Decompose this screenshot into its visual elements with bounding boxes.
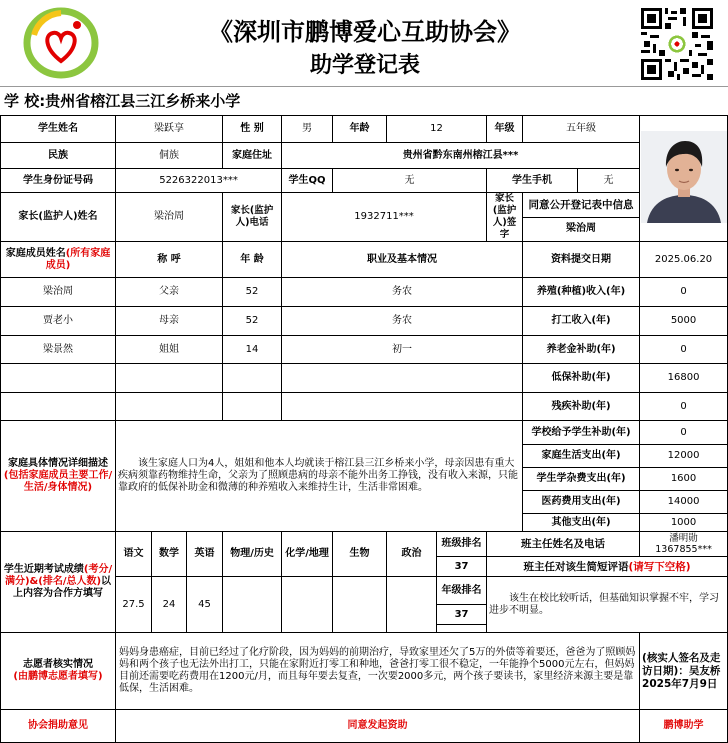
school-name: 学 校:贵州省榕江县三江乡桥来小学 bbox=[4, 92, 241, 110]
family-relation: 姐姐 bbox=[116, 336, 223, 364]
relation-header: 称 呼 bbox=[116, 242, 223, 278]
dibao-value: 16800 bbox=[640, 364, 728, 393]
living-expense-value: 12000 bbox=[640, 445, 728, 468]
family-name: 梁景然 bbox=[1, 336, 116, 364]
family-age: 52 bbox=[223, 307, 282, 336]
association-logo bbox=[20, 5, 102, 81]
volunteer-text: 妈妈身患癌症，目前已经过了化疗阶段，因为妈妈的前期治疗，导致家里还欠了5万的外债等着要还，爸爸为了照顾妈妈和两个孩子也无法外出打工，只能在家附近打零工和种地，爸爸打零工很不稳定，一年能挣个5000元左右，但妈妈目前还需要吃药费用在1200元/月，而且每年要去复查，一次要2000多元，两个孩子要读书，家里经济来源主要是靠低保，生活困难。 bbox=[116, 633, 640, 710]
family-name: 梁治周 bbox=[1, 278, 116, 307]
id-number-value: 5226322013*** bbox=[116, 169, 282, 193]
family-member-header: 家庭成员姓名(所有家庭成员) bbox=[1, 242, 116, 278]
family-name-empty bbox=[1, 364, 116, 393]
table-row bbox=[1, 336, 728, 364]
chinese-header: 语文 bbox=[116, 532, 152, 577]
pension-value: 0 bbox=[640, 336, 728, 364]
ethnicity-label: 民族 bbox=[1, 143, 116, 169]
teacher-info: 潘明勋 1367855*** bbox=[640, 532, 728, 557]
table-row bbox=[1, 307, 728, 336]
english-header: 英语 bbox=[187, 532, 223, 577]
exam-label: 学生近期考试成绩(考分/满分)&(排名/总人数)以上内容为合作方填写 bbox=[1, 532, 116, 633]
misc-fees-value: 1600 bbox=[640, 468, 728, 491]
home-address-value: 贵州省黔东南州榕江县*** bbox=[282, 143, 640, 169]
disability-value: 0 bbox=[640, 393, 728, 421]
family-occupation-empty bbox=[282, 393, 523, 421]
work-income-label: 打工收入(年) bbox=[523, 307, 640, 336]
family-age: 14 bbox=[223, 336, 282, 364]
class-rank-label: 班级排名 bbox=[437, 532, 487, 557]
guardian-phone-label: 家长(监护人)电话 bbox=[223, 193, 282, 242]
medical-label: 医药费用支出(年) bbox=[523, 491, 640, 514]
school-subsidy-label: 学校给予学生补助(年) bbox=[523, 421, 640, 445]
association-opinion: 同意发起资助 bbox=[116, 710, 640, 743]
age-label: 年龄 bbox=[333, 116, 387, 143]
visit-note: (核实人签名及走访日期)：吴友桥 2025年7月9日 bbox=[640, 633, 728, 710]
other-expense-value: 1000 bbox=[640, 514, 728, 532]
table-row bbox=[1, 278, 728, 307]
table-row bbox=[1, 364, 728, 393]
student-phone-label: 学生手机 bbox=[487, 169, 578, 193]
family-age: 52 bbox=[223, 278, 282, 307]
chinese-score: 27.5 bbox=[116, 577, 152, 633]
family-name: 贾老小 bbox=[1, 307, 116, 336]
teacher-label: 班主任姓名及电话 bbox=[487, 532, 640, 557]
family-occupation: 初一 bbox=[282, 336, 523, 364]
family-description: 该生家庭人口为4人，姐姐和他本人均就读于榕江县三江乡桥来小学，母亲因患有重大疾病须靠药物维持生命，父亲为了照顾患病的母亲不能外出务工挣钱，没有收入来源，只能靠政府的低保补助金和微薄的种养殖收入来维持生计，生活非常困难。 bbox=[116, 421, 523, 532]
dibao-label: 低保补助(年) bbox=[523, 364, 640, 393]
family-age-empty bbox=[223, 393, 282, 421]
gender-label: 性 别 bbox=[223, 116, 282, 143]
guardian-name-label: 家长(监护人)姓名 bbox=[1, 193, 116, 242]
family-name-empty bbox=[1, 393, 116, 421]
form-title-line1: 《深圳市鹏博爱心互助协会》 bbox=[209, 17, 521, 46]
family-occupation-empty bbox=[282, 364, 523, 393]
id-number-label: 学生身份证号码 bbox=[1, 169, 116, 193]
farm-income-label: 养殖(种植)收入(年) bbox=[523, 278, 640, 307]
student-phone-value: 无 bbox=[578, 169, 640, 193]
farm-income-value: 0 bbox=[640, 278, 728, 307]
teacher-comment: 该生在校比较听话，但基础知识掌握不牢，学习进步不明显。 bbox=[487, 577, 728, 633]
guardian-name-value: 梁治周 bbox=[116, 193, 223, 242]
politics-score bbox=[387, 577, 437, 633]
biology-score bbox=[333, 577, 387, 633]
family-relation-empty bbox=[116, 393, 223, 421]
member-age-header: 年 龄 bbox=[223, 242, 282, 278]
family-relation: 母亲 bbox=[116, 307, 223, 336]
footer-org: 鹏博助学 bbox=[640, 710, 728, 743]
home-address-label: 家庭住址 bbox=[223, 143, 282, 169]
class-rank-value: 37 bbox=[437, 557, 487, 577]
association-opinion-label: 协会捐助意见 bbox=[1, 710, 116, 743]
pension-label: 养老金补助(年) bbox=[523, 336, 640, 364]
student-name-label: 学生姓名 bbox=[1, 116, 116, 143]
politics-header: 政治 bbox=[387, 532, 437, 577]
physics-history-header: 物理/历史 bbox=[223, 532, 282, 577]
volunteer-label: 志愿者核实情况 (由鹏博志愿者填写) bbox=[1, 633, 116, 710]
registration-table bbox=[0, 115, 728, 743]
living-expense-label: 家庭生活支出(年) bbox=[523, 445, 640, 468]
family-relation: 父亲 bbox=[116, 278, 223, 307]
math-score: 24 bbox=[152, 577, 187, 633]
student-qq-label: 学生QQ bbox=[282, 169, 333, 193]
math-header: 数学 bbox=[152, 532, 187, 577]
grade-rank-spacer bbox=[437, 625, 487, 633]
chem-geo-header: 化学/地理 bbox=[282, 532, 333, 577]
consent-label: 同意公开登记表中信息 bbox=[523, 193, 640, 218]
age-value: 12 bbox=[387, 116, 487, 143]
guardian-phone-value: 1932711*** bbox=[282, 193, 487, 242]
gender-value: 男 bbox=[282, 116, 333, 143]
occupation-header: 职业及基本情况 bbox=[282, 242, 523, 278]
family-desc-label: 家庭具体情况详细描述(包括家庭成员主要工作/生活/身体情况) bbox=[1, 421, 116, 532]
ethnicity-value: 侗族 bbox=[116, 143, 223, 169]
student-name-value: 梁跃享 bbox=[116, 116, 223, 143]
table-row bbox=[1, 393, 728, 421]
qr-code bbox=[641, 8, 713, 80]
biology-header: 生物 bbox=[333, 532, 387, 577]
english-score: 45 bbox=[187, 577, 223, 633]
family-occupation: 务农 bbox=[282, 278, 523, 307]
disability-label: 残疾补助(年) bbox=[523, 393, 640, 421]
student-qq-value: 无 bbox=[333, 169, 487, 193]
submit-date-label: 资料提交日期 bbox=[523, 242, 640, 278]
family-occupation: 务农 bbox=[282, 307, 523, 336]
medical-value: 14000 bbox=[640, 491, 728, 514]
student-photo-image bbox=[641, 131, 727, 223]
chem-geo-score bbox=[282, 577, 333, 633]
grade-value: 五年级 bbox=[523, 116, 640, 143]
grade-rank-value: 37 bbox=[437, 605, 487, 625]
student-photo bbox=[640, 116, 728, 242]
form-title-line2: 助学登记表 bbox=[309, 52, 420, 78]
teacher-comment-label: 班主任对该生简短评语(请写下空格) bbox=[487, 557, 728, 577]
misc-fees-label: 学生学杂费支出(年) bbox=[523, 468, 640, 491]
submit-date-value: 2025.06.20 bbox=[640, 242, 728, 278]
family-age-empty bbox=[223, 364, 282, 393]
work-income-value: 5000 bbox=[640, 307, 728, 336]
physics-history-score bbox=[223, 577, 282, 633]
school-subsidy-value: 0 bbox=[640, 421, 728, 445]
grade-label: 年级 bbox=[487, 116, 523, 143]
guardian-sign-label: 家长(监护人)签字 bbox=[487, 193, 523, 242]
guardian-signature: 梁治周 bbox=[523, 217, 640, 242]
grade-rank-label: 年级排名 bbox=[437, 577, 487, 605]
family-relation-empty bbox=[116, 364, 223, 393]
other-expense-label: 其他支出(年) bbox=[523, 514, 640, 532]
